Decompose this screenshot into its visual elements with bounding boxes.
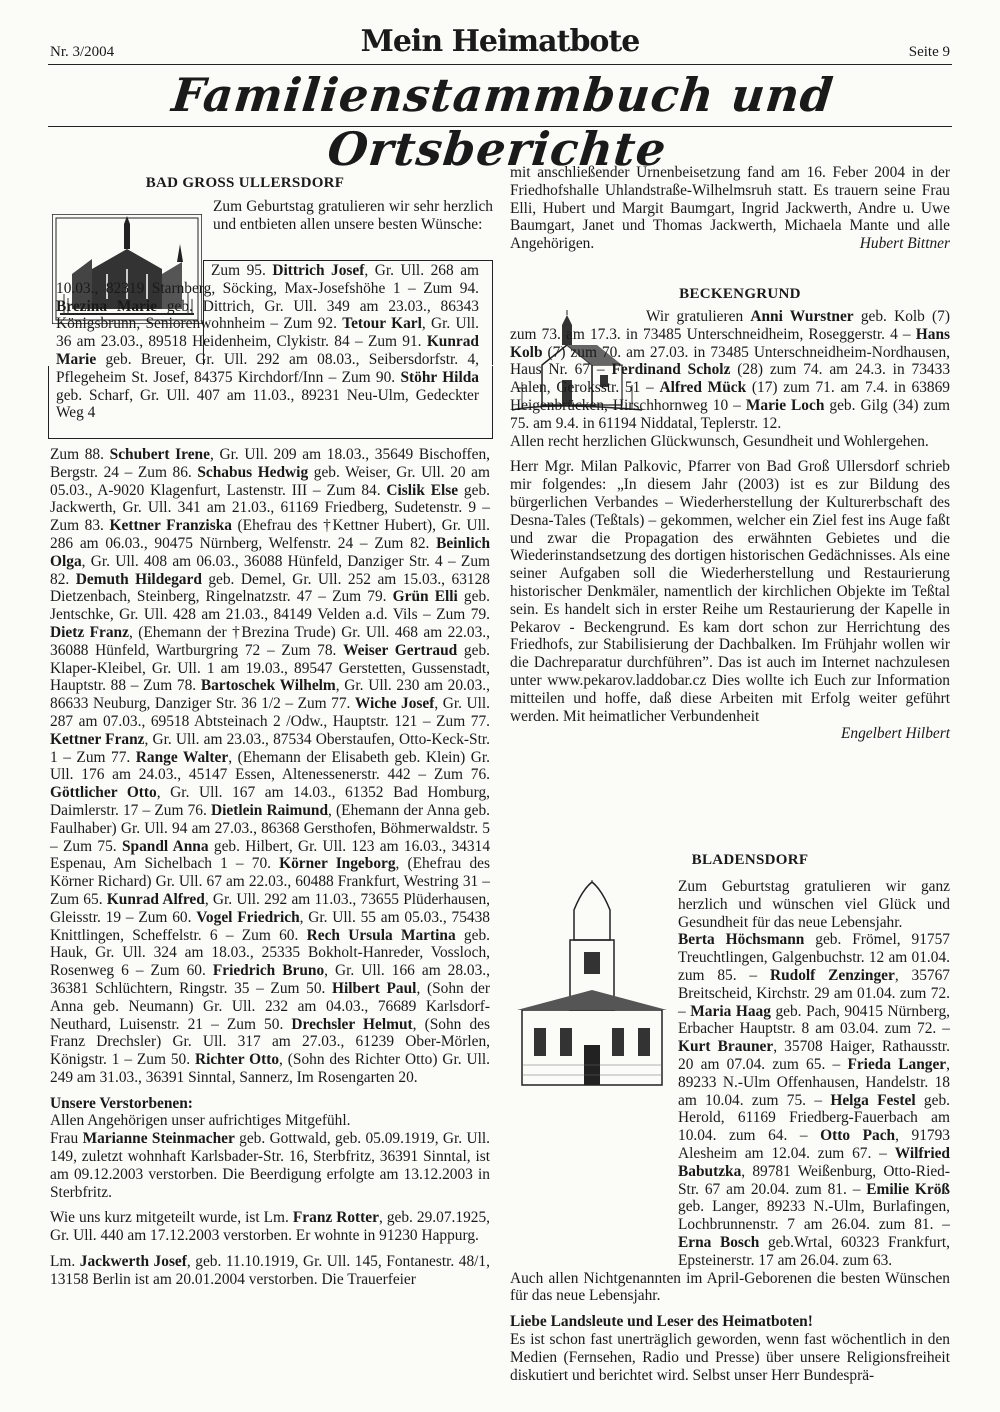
page-number: Seite 9 (908, 44, 950, 60)
text-run: geb. Hilbert, Gr. Ull. 123 am 16.03., 34314 Espenau, Am Sichelbach 1 – 70. (50, 837, 491, 873)
person-name: Friedrich Bruno (212, 962, 325, 980)
beckengrund-wish: Allen recht herzlichen Glückwunsch, Gesundheit und Wohlergehen. (510, 432, 929, 450)
text-run: , Gr. Ull. am 23.03., 87534 Oberstaufen, Otto-Keck-Str. 1 – Zum 77. (50, 730, 490, 766)
ullersdorf-heading: BAD GROSS ULLERSDORF (145, 175, 345, 191)
person-name: Kurt Brauner (678, 1038, 774, 1056)
text-run: , Gr. Ull. 408 am 06.03., 36088 Hünfeld, Danziger Str. 4 – Zum 82. (50, 552, 490, 588)
birthday-box-text (56, 262, 479, 422)
person-name: Marie Loch (745, 396, 825, 414)
person-name: Beinlich Olga (50, 534, 490, 570)
person-name: Kettner Franziska (109, 517, 232, 535)
person-name: Ferdinand Scholz (611, 361, 731, 379)
person-name: Dietz Franz (50, 623, 129, 641)
text-run: , Gr. Ull. 36 am 23.03., 89518 Heidenheim, Clykistr. 84 – Zum 91. (56, 315, 479, 351)
text-run: (Ehefrau des †Kettner Hubert), Gr. Ull. 286 am 06.03., 90475 Nürnberg, Welfenstr. 24 – Zum 82. (50, 517, 490, 552)
text-run: geb. Weiser, Gr. Ull. 20 am 05.03., A-9020 Klagenfurt, Lastenstr. III – Zum 84. (50, 463, 490, 499)
text-run: , geb. 29.07.1925, Gr. Ull. 440 am 17.12.2003 verstorben. Er wohnte in 91230 Happurg. (50, 1209, 491, 1245)
text-run: Wie uns kurz mitgeteilt wurde, ist Lm. (50, 1209, 293, 1227)
text-run: , geb. 11.10.1919, Gr. Ull. 145, Fontanestr. 48/1, 13158 Berlin ist am 20.01.2004 verstorben. Die Trauerfeier (50, 1253, 490, 1288)
person-name: Bartoschek Wilhelm (200, 677, 336, 695)
person-name: Demuth Hildegard (75, 570, 202, 588)
text-run: , Gr. Ull. 292 am 11.03., 73655 Plüderhausen, Gleisstr. 19 – Zum 60. (50, 890, 490, 926)
text-run: geb. Langer, 89233 N.-Ulm, Burlafingen, Lochbrunnenstr. 7 am 26.04. zum 81. – (678, 1198, 950, 1234)
person-name: Brezina Marie (56, 297, 158, 315)
bladensdorf-closing: Auch allen Nichtgenannten im April-Geborenen die besten Wünschen für das neue Lebensjahr. (510, 1269, 950, 1305)
deceased-intro: Allen Angehörigen unser aufrichtiges Mitgefühl. (50, 1112, 351, 1130)
deceased-jackwerth (50, 1253, 490, 1289)
text-run: , Gr. Ull. 55 am 05.03., 75438 Knittlingen, Scheffelstr. 6 – Zum 60. (50, 908, 490, 944)
person-name: Alfred Mück (659, 379, 747, 397)
text-run: , Gr. Ull. 287 am 07.03., 69518 Abtsteinach 2 /Odw., Hauptstr. 121 – Zum 77. (50, 695, 491, 730)
person-name: Göttlicher Otto (50, 784, 157, 802)
beckengrund-heading: BECKENGRUND (679, 286, 801, 302)
person-name: Kettner Franz (50, 730, 145, 748)
text-run: geb. Gottwald, geb. 05.09.1919, Gr. Ull. 149, zuletzt wohnhaft Karlsbader-Str. 16, Sterbfritz, 36391 Sinntal, ist am 09.12.2003 verstorben. Die Beerdigung erfolgte am 13.12.2003 in Sterbfritz. (50, 1130, 490, 1201)
person-name: Körner Ingeborg (279, 855, 396, 873)
person-name: Kunrad Alfred (106, 890, 205, 908)
person-name: Frieda Langer (847, 1055, 947, 1073)
text-run: Frau (50, 1130, 83, 1148)
person-name: Dietlein Raimund (211, 801, 329, 819)
newspaper-title: Mein Heimatbote (360, 24, 640, 59)
text-run: , 89233 N.-Ulm Offenhausen, Handelstr. 18 am 10.04. zum 75. – (678, 1055, 950, 1109)
text-run: geb. Hauk, Gr. Ull. 324 am 18.03., 25335 Bokholt-Hanreder, Vossloch, Rosenweg 6 – Zum 60. (50, 926, 491, 980)
text-run: , (Sohn des Richter Otto) Gr. Ull. 249 am 31.03., 36391 Sinntal, Sannerz, Im Rosengarten 20. (50, 1051, 490, 1086)
text-run: , 35708 Haiger, Rathausstr. 20 am 07.04. zum 65. – (678, 1038, 950, 1073)
person-name: Otto Pach (820, 1127, 896, 1145)
beckengrund-report: Herr Mgr. Milan Palkovic, Pfarrer von Bad Groß Ullersdorf schrieb mir folgendes: „In diesem Jahr (2003) ist es zur Bildung des bürgerlichen Verbandes – Wiederherstellung der Kulturerbschaft des Desna-Tales (Teßtals) – gekommen, welcher ein Ziel fest ins Auge faßt und zwar die Propagation des erwähnten Gebietes und die Wiederinstandsetzung des dortigen historischen Gedächnisses. Als eine seiner Aufgaben soll die Wiederherstellung und Restaurierung historischer Denkmäler, namentlich der kirchlichen Objekte im Teßtal sein. Es handelt sich in erster Reihe um Restaurierung der Kapelle in Pekarov - Beckengrund. Es kam dort schon zur Herrichtung des Friedhofs, zur Stabilisierung der Dachbalken. Im Frühjahr wollen wir die Dachreparatur durchführen”. Das ist auch im Internet nachzulesen unter www.pekarov.laddobar.cz Dies wollte ich Euch zur Information mitteilen und hoffe, daß diese Arbeiten mit Erfolg weiter geführt werden. Mit heimatlicher Verbundenheit (510, 458, 950, 725)
person-name: Drechsler Helmut (291, 1015, 413, 1033)
person-name: Hans Kolb (510, 325, 950, 361)
person-name: Berta Höchsmann (678, 931, 805, 949)
title-rule (48, 126, 952, 127)
text-run: , (Ehefrau des Körner Richard) Gr. Ull. 67 am 22.03., 60488 Frankfurt, Westring 31 – Zum 65. (50, 855, 490, 908)
person-name: Rudolf Zenzinger (769, 966, 895, 984)
header-rule (48, 64, 952, 65)
landsleute-text: Es ist schon fast unerträglich geworden, wenn fast wöchentlich in den Medien (Fernsehen, Radio und Presse) über unsere Religionsfreiheit diskutiert und berichtet wird. Selbst unser Herr Bundesprä- (510, 1330, 950, 1384)
bladensdorf-text (510, 878, 950, 1384)
person-name: Range Walter (135, 748, 229, 766)
signature-bittner: Hubert Bittner (859, 235, 950, 253)
text-run: , (Sohn des Franz Drechsler) Gr. Ull. 317 am 27.03., 61239 Ober-Mörlen, Königstr. 1 – Zum 50. (50, 1015, 490, 1069)
person-name: Marianne Steinmacher (82, 1130, 235, 1148)
landsleute-heading: Liebe Landsleute und Leser des Heimatboten! (510, 1313, 813, 1331)
deceased-heading: Unsere Verstorbenen: (50, 1094, 193, 1112)
ullersdorf-intro: Zum Geburtstag gratulieren wir sehr herzlich und entbieten allen unsere besten Wünsche: (213, 198, 493, 233)
person-name: Franz Rotter (292, 1209, 379, 1227)
text-run: , (Ehemann der Anna geb. Faulhaber) Gr. Ull. 94 am 27.03., 86368 Gersthofen, Böhmerwaldstr. 5 – Zum 75. (50, 801, 490, 855)
text-run: geb. Gilg (34) zum 75. am 9.4. in 61194 Niddatal, Teplerstr. 12. (510, 396, 950, 432)
text-run: , Gr. Ull. 209 am 18.03., 35649 Bischoffen, Bergstr. 24 – Zum 86. (50, 446, 490, 481)
text-run: Wir gratulieren (646, 308, 751, 325)
text-run: (28) zum 74. am 24.3. in 73433 Aalen, Geroksstr. 51 – (510, 361, 951, 397)
person-name: Schubert Irene (109, 446, 210, 463)
deceased-rotter (50, 1209, 490, 1245)
text-run: geb. Breuer, Gr. Ull. 292 am 08.03., Seibersdorfstr. 4, Pflegeheim St. Josef, 84375 Kirchdorf/Inn – Zum 90. (56, 350, 479, 386)
beckengrund-text (510, 308, 950, 743)
person-name: Vogel Friedrich (196, 908, 300, 926)
text-run: (7) zum 70. am 27.03. in 73485 Unterschneidheim-Nordhausen, Haus Nr. 67 – (510, 343, 950, 379)
person-name: Anni Wurstner (750, 308, 854, 325)
text-run: Lm. (50, 1253, 80, 1271)
person-name: Weiser Gertraud (343, 641, 458, 659)
issue-number: Nr. 3/2004 (50, 44, 115, 60)
person-name: Rech Ursula Martina (306, 926, 456, 944)
text-run: geb. Dittrich, Gr. Ull. 349 am 23.03., 86343 Königsbrunn, Seniorenwohnheim – Zum 92. (56, 297, 479, 333)
text-run: , Gr. Ull. 166 am 28.03., 36381 Schlüchtern, Ringstr. 35 – Zum 50. (50, 962, 490, 997)
person-name: Spandl Anna (121, 837, 209, 855)
text-run: geb. Pach, 90415 Nürnberg, Erbacher Hauptstr. 8 am 03.04. zum 72. – (678, 1002, 950, 1038)
text-run: geb. Demel, Gr. Ull. 252 am 15.03., 63128 Dietzenbach, Steinberg, Ringelnatzstr. 47 – Zum 79. (50, 570, 490, 606)
text-run: Zum 95. (211, 262, 273, 279)
text-run: , (Ehemann der †Brezina Trude) Gr. Ull. 468 am 22.03., 36088 Hünfeld, Wartburgring 72 – Zum 78. (50, 623, 490, 659)
text-run: geb. Jackwerth, Gr. Ull. 341 am 21.03., 61169 Friedberg, Sudetenstr. 9 – Zum 83. (50, 481, 490, 535)
person-name: Dittrich Josef (272, 262, 365, 279)
obituary-continuation: mit anschließender Urnenbeisetzung fand am 16. Feber 2004 in der Friedhofshalle Uhlandstraße-Wilhelmsruh statt. Es trauern seine Frau Elli, Hubert und Margit Baumgart, Ingrid Jackwerth, Andre u. Uwe Baumgart, Janet und Thomas Jackwerth, Michaela Mante und alle Angehörigen. Hubert Bittner (510, 164, 950, 253)
text-run: , 91793 Alesheim am 12.04. zum 67. – (678, 1127, 950, 1162)
bladensdorf-intro: Zum Geburtstag gratulieren wir ganz herzlich und wünschen viel Glück und Gesundheit für das neue Lebensjahr. (678, 878, 950, 931)
text-run: , 35767 Breitscheid, Kirchstr. 29 am 01.04. zum 72. – (678, 966, 950, 1020)
person-name: Stöhr Hilda (400, 368, 479, 386)
person-name: Kunrad Marie (56, 333, 479, 368)
text-run: , (Ehemann der Elisabeth geb. Klein) Gr. Ull. 176 am 24.03., 45147 Essen, Altenessenerstr. 442 – Zum 76. (50, 748, 491, 784)
bladensdorf-heading: BLADENSDORF (691, 852, 809, 868)
person-name: Tetour Karl (342, 315, 422, 333)
person-name: Erna Bosch (678, 1233, 760, 1251)
text-run: geb. Jentschke, Gr. Ull. 428 am 21.03., 84149 Velden a.d. Vils – Zum 79. (50, 588, 490, 624)
person-name: Helga Festel (830, 1091, 916, 1109)
text-run: , Gr. Ull. 268 am 10.03., 82319 Starnberg, Söcking, Max-Josefshöhe 1 – Zum 94. (56, 262, 479, 297)
person-name: Maria Haag (690, 1002, 771, 1020)
person-name: Hilbert Paul (332, 979, 417, 997)
text-run: (17) zum 71. am 7.4. in 63869 Heigenbrücken, Hirschhornweg 10 – (510, 379, 950, 414)
person-name: Wiche Josef (354, 695, 435, 713)
text-run: Zum 88. (50, 446, 110, 463)
ullersdorf-birthday-list (50, 446, 490, 1289)
signature-hilbert: Engelbert Hilbert (841, 725, 950, 743)
text-run: , Gr. Ull. 167 am 14.03., 61352 Bad Homburg, Daimlerstr. 17 – Zum 76. (50, 784, 490, 819)
text-run: geb.Wrtal, 60323 Frankfurt, Epsteinerstr. 17 am 26.04. zum 63. (678, 1233, 950, 1269)
deceased-steinmacher (50, 1130, 490, 1201)
person-name: Emilie Kröß (866, 1180, 950, 1198)
text-run: , Gr. Ull. 230 am 20.03., 86633 Neuburg, Danziger Str. 36 1/2 – Zum 77. (50, 677, 490, 713)
text-run: , 89781 Weißenburg, Otto-Ried-Str. 67 am 20.04. zum 81. – (678, 1162, 950, 1198)
text-run: geb. Kolb (7) zum 73. am 17.3. in 73485 Unterschneidheim, Roseggerstr. 4 – (510, 308, 950, 343)
text-run: , (Sohn der Anna geb. Neumann) Gr. Ull. 232 am 04.03., 76689 Karlsdorf-Neuthard, Luisenstr. 21 – Zum 50. (50, 979, 491, 1033)
person-name: Wilfried Babutzka (678, 1144, 950, 1180)
person-name: Jackwerth Josef (79, 1253, 187, 1271)
text-run: geb. Scharf, Gr. Ull. 407 am 11.03., 89231 Neu-Ulm, Gedeckter Weg 4 (56, 386, 479, 422)
text-run: geb. Frömel, 91757 Treuchtlingen, Galgenbuchstr. 12 am 01.04. zum 85. – (678, 931, 950, 984)
person-name: Richter Otto (194, 1051, 280, 1069)
person-name: Cislik Else (386, 481, 459, 499)
person-name: Grün Elli (392, 588, 458, 606)
text-run: geb. Klaper-Kleibel, Gr. Ull. 1 am 19.03., 89547 Gerstetten, Gussenstadt, Hauptstr. 88 – Zum 78. (50, 641, 490, 695)
person-name: Schabus Hedwig (197, 463, 309, 481)
text-run: geb. Herold, 61169 Friedberg-Fauerbach am 10.04. zum 64. – (678, 1091, 950, 1145)
section-title: Familienstammbuch und Ortsberichte (169, 68, 837, 176)
bladensdorf-list-top (510, 931, 950, 1269)
